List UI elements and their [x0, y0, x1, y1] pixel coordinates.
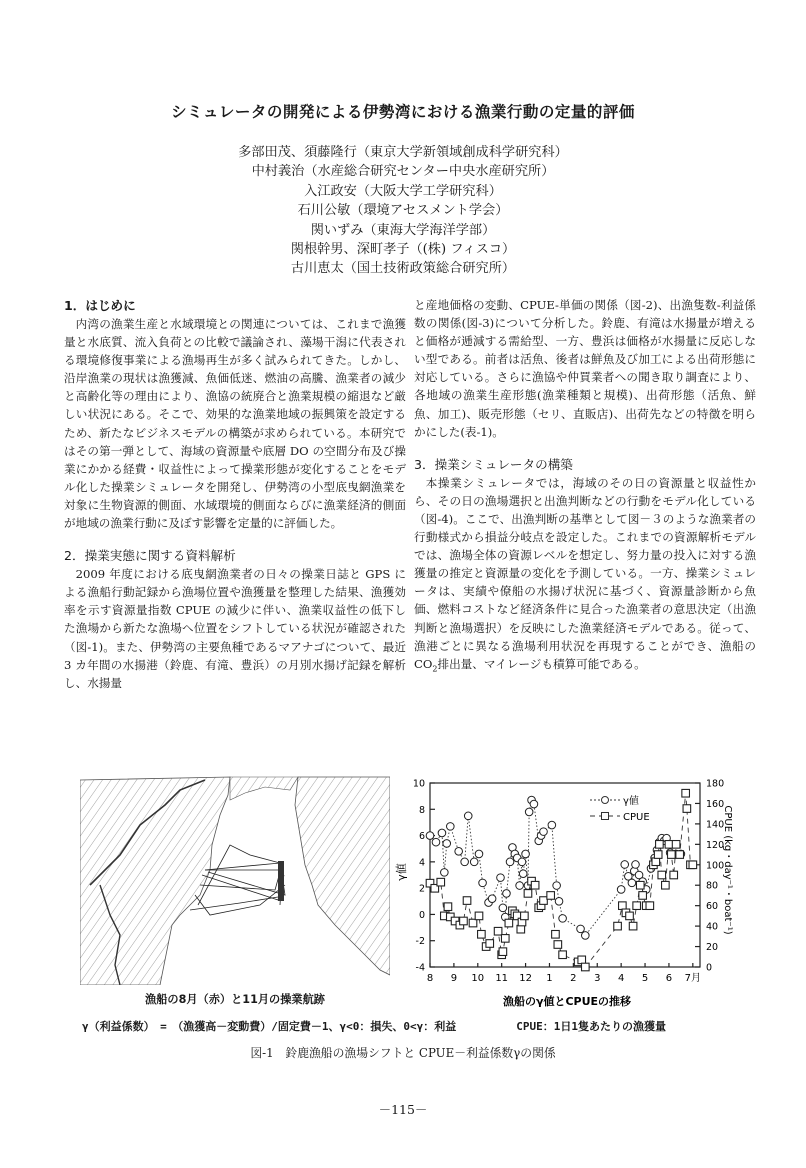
author-line: 関いずみ（東海大学海洋学部）: [310, 222, 496, 238]
section-body-1: 内湾の漁業生産と水域環境との関連については、これまで漁獲量と水底質、流入負荷との比較で議論され、藻場干潟に代表される環境修復事業による漁場再生が多く試みられてきた。しかし、沿岸漁業の現状は漁獲減、魚価低迷、燃油の高騰、漁業者の減少と高齢化等の理由により、漁協の統廃合と漁業規模の縮退など厳しい状況にある。そこで、効果的な漁業地域の振興策を設定するため、新たなビジネスモデルの構築が求められている。本研究ではその第一弾として、海域の資源量や底層 DO の空間分布及び操業にかかる経費・収益性によって操業形態が変化することをモデル化した操業シミュレータを開発し、伊勢湾の小型底曳網漁業を対象に生物資源的側面、水域環境的側面ならびに漁業経済的側面が地域の漁業行動に及ぼす影響を定量的に評価した。: [64, 317, 406, 531]
cpue-point: [521, 912, 529, 920]
gamma-point: [621, 861, 629, 869]
cpue-definition: CPUE：1日1隻あたりの漁獲量: [516, 1020, 666, 1033]
cpue-point: [689, 861, 697, 869]
x-tick-label: 10: [471, 973, 485, 984]
x-tick-label: 12: [519, 973, 532, 984]
cpue-point: [540, 897, 548, 905]
figure-1: [0, 775, 806, 1065]
gamma-point: [488, 895, 496, 903]
gamma-point: [617, 886, 625, 894]
gamma-point: [540, 828, 548, 836]
y2-tick-label: 180: [706, 778, 725, 790]
y-tick-label: 6: [418, 831, 425, 843]
cpue-point: [475, 912, 483, 920]
cpue-point: [494, 927, 502, 935]
gamma-point: [441, 869, 449, 877]
gamma-formula: γ（利益係数） = （漁獲高－変動費）/固定費－1、γ<0：損失、0<γ：利益: [82, 1020, 457, 1033]
cpue-point: [665, 841, 673, 849]
left-column: [64, 296, 406, 692]
gamma-point: [432, 838, 440, 846]
fishing-ground-cluster: [278, 861, 284, 901]
fishing-track-map: [80, 775, 390, 985]
section-heading-2: 2．操業実態に関する資料解析: [64, 548, 236, 564]
cpue-point: [629, 922, 637, 930]
paper-title: シミュレータの開発による伊勢湾における漁業行動の定量的評価: [171, 103, 635, 121]
gamma-point: [518, 858, 526, 866]
x-tick-label: 3: [594, 973, 601, 984]
y2-tick-label: 20: [706, 942, 719, 954]
x-tick-label: 8: [426, 973, 434, 984]
author-line: 石川公敏（環境アセスメント学会）: [297, 203, 509, 219]
y2-tick-label: 100: [706, 860, 725, 872]
legend-label-gamma: γ値: [623, 796, 639, 807]
y2-tick-label: 120: [706, 839, 725, 851]
author-line: 古川恵太（国土技術政策総合研究所）: [290, 261, 516, 277]
gamma-point: [503, 890, 511, 898]
legend-label-cpue: CPUE: [623, 812, 650, 823]
gamma-point: [497, 874, 505, 882]
cpue-point: [460, 917, 468, 925]
y-tick-label: 2: [418, 883, 425, 895]
gamma-point: [525, 808, 533, 816]
right-column: [414, 296, 756, 678]
cpue-point: [517, 925, 525, 933]
y2-tick-label: 140: [706, 819, 725, 831]
cpue-point: [626, 912, 634, 920]
gamma-point: [479, 879, 487, 887]
x-tick-label: 4: [617, 973, 625, 984]
gamma-point: [577, 925, 585, 933]
cpue-point: [531, 881, 539, 889]
chart-legend: [590, 794, 650, 823]
gamma-point: [438, 829, 446, 837]
legend-marker-gamma: [602, 797, 609, 804]
section-heading-1: 1．はじめに: [64, 298, 136, 313]
cpue-point: [682, 789, 690, 797]
section-body-2-continued: と産地価格の変動、CPUE-単価の関係（図-2)、出漁隻数-利益係数の関係(図-3)について分析した。鈴鹿、有滝は水揚量が増えると価格が逓減する需給型、一方、豊浜は価格が水揚量に反応しない型である。前者は活魚、後者は鮮魚及び加工による出荷形態に対応している。さらに漁協や仲買業者への聞き取り調査により、各地域の漁業生産形態(漁業種類と規模)、出荷形態（活魚、鮮魚、加工)、販売形態（セリ、直販店)、出荷先などの特徴を明らかにした(表-1)。: [414, 298, 756, 439]
cpue-point: [668, 851, 676, 859]
cpue-point: [437, 878, 445, 886]
x-tick-label: 2: [570, 973, 577, 984]
author-line: 入江政安（大阪大学工学研究科）: [304, 183, 502, 199]
gamma-point: [582, 932, 590, 940]
y2-tick-label: 60: [706, 901, 719, 913]
y2-axis-label: CPUE (kg・day⁻¹・boat⁻¹): [722, 805, 733, 935]
gamma-point: [559, 915, 567, 923]
y-tick-label: -2: [415, 936, 425, 948]
y-tick-label: 10: [412, 778, 425, 790]
map-caption: 漁船の8月（赤）と11月の操業航跡: [145, 993, 325, 1006]
cpue-point: [658, 871, 666, 879]
cpue-point: [646, 902, 654, 910]
chart-title: 漁船のγ値とCPUEの推移: [502, 995, 632, 1008]
y-axis-label: γ値: [395, 863, 408, 881]
cpue-point: [478, 930, 486, 938]
cpue-point: [656, 841, 664, 849]
cpue-point: [554, 941, 562, 949]
y2-tick-label: 0: [706, 962, 713, 974]
cpue-point: [505, 919, 513, 927]
gamma-point: [632, 861, 640, 869]
gamma-point: [499, 904, 507, 912]
cpue-point: [633, 902, 641, 910]
cpue-point: [501, 935, 509, 943]
gamma-point: [470, 858, 478, 866]
gamma-point: [464, 812, 472, 820]
cpue-point: [524, 890, 532, 898]
cpue-point: [486, 940, 494, 948]
gamma-point: [447, 823, 455, 831]
cpue-point: [444, 903, 452, 911]
cpue-point: [463, 897, 471, 905]
gamma-point: [443, 840, 451, 848]
cpue-point: [499, 948, 507, 956]
cpue-point: [639, 892, 647, 900]
y2-tick-label: 160: [706, 798, 725, 810]
figure-caption: 図-1 鈴鹿漁船の漁場シフトと CPUE－利益係数γの関係: [250, 1046, 556, 1060]
gamma-point: [519, 870, 527, 878]
cpue-point: [683, 805, 691, 813]
gamma-point: [426, 832, 434, 840]
cpue-point: [619, 902, 627, 910]
gamma-point: [530, 800, 538, 808]
gamma-point: [628, 879, 636, 887]
x-tick-label: 1: [546, 973, 553, 984]
cpue-point: [614, 922, 622, 930]
author-list: [0, 143, 806, 279]
page-number: －115－: [378, 1102, 428, 1117]
x-tick-label: 7月: [684, 973, 702, 984]
gamma-point: [455, 848, 463, 856]
cpue-point: [676, 851, 684, 859]
x-tick-label: 11: [495, 973, 509, 984]
formula-line: [82, 1018, 772, 1034]
x-tick-label: 9: [450, 973, 458, 984]
section-body-2: 2009 年度における底曳網漁業者の日々の操業日誌と GPS による漁船行動記録から漁場位置や漁獲量を整理した結果、漁獲効率を示す資源量指数 CPUE の減少に伴い、漁業収益性の低下した漁場から新たな漁場へ位置をシフトしている状況が確認された（図-1)。また、伊勢湾の主要魚種であるマアナゴについて、最近 3 カ年間の水揚港（鈴鹿、有滝、豊浜）の月別水揚げ記録を解析し、水揚量: [64, 567, 406, 690]
gamma-point: [548, 821, 556, 829]
gamma-cpue-chart: [395, 775, 735, 1010]
y-tick-label: 8: [418, 804, 425, 816]
cpue-point: [636, 881, 644, 889]
section-body-3: 本操業シミュレータでは，海域のその日の資源量と収益性から、その日の漁場選択と出漁判断などの行動をモデル化している（図-4)。ここで、出漁判断の基準として図－３のような漁業者の行動様式から損益分岐点を設定した。これまでの資源解析モデルでは、漁場全体の資源レベルを想定し、努力量の投入に対する漁獲量の推定と資源量の変化を予測している。一方、操業シミュレータは、実績や僚船の水揚げ状況に基づく、資源量診断から魚価、燃料コストなど経済条件に見合った漁業者の意思決定（出漁判断と漁場選択）を反映にした漁業経済モデルである。従って、漁港ごとに異なる漁場利用状況を再現することができ、漁船の $CO_2$排出量、マイレージも積算可能である。: [414, 475, 756, 673]
gamma-point: [461, 858, 469, 866]
gamma-point: [475, 850, 483, 858]
y2-tick-label: 40: [706, 921, 719, 933]
author-line: 多部田茂、須藤隆行（東京大学新領域創成科学研究科）: [238, 145, 568, 160]
cpue-point: [670, 871, 678, 879]
cpue-point: [578, 956, 586, 964]
cpue-point: [559, 951, 567, 959]
cpue-point: [672, 841, 680, 849]
cpue-point: [469, 919, 477, 927]
cpue-point: [552, 930, 560, 938]
cpue-point: [547, 892, 555, 900]
section-heading-3: 3．操業シミュレータの構築: [414, 456, 573, 472]
author-line: 中村義治（水産総合研究センター中央水産研究所）: [251, 164, 555, 180]
cpue-point: [582, 963, 590, 971]
gamma-point: [516, 882, 524, 890]
x-tick-label: 5: [641, 973, 649, 984]
y2-tick-label: 80: [706, 880, 719, 892]
legend-marker-cpue: [602, 813, 609, 820]
y-tick-label: 0: [418, 909, 425, 921]
gamma-point: [553, 882, 561, 890]
y-tick-label: 4: [418, 857, 425, 869]
gamma-point: [555, 897, 563, 905]
gamma-point: [522, 850, 530, 858]
author-line: 関根幹男、深町孝子（(株) フィスコ）: [290, 242, 516, 258]
cpue-point: [654, 851, 662, 859]
cpue-point: [662, 881, 670, 889]
x-tick-label: 6: [665, 973, 673, 984]
gamma-point: [506, 858, 514, 866]
y-tick-label: -4: [415, 962, 425, 974]
cpue-point: [652, 858, 660, 866]
